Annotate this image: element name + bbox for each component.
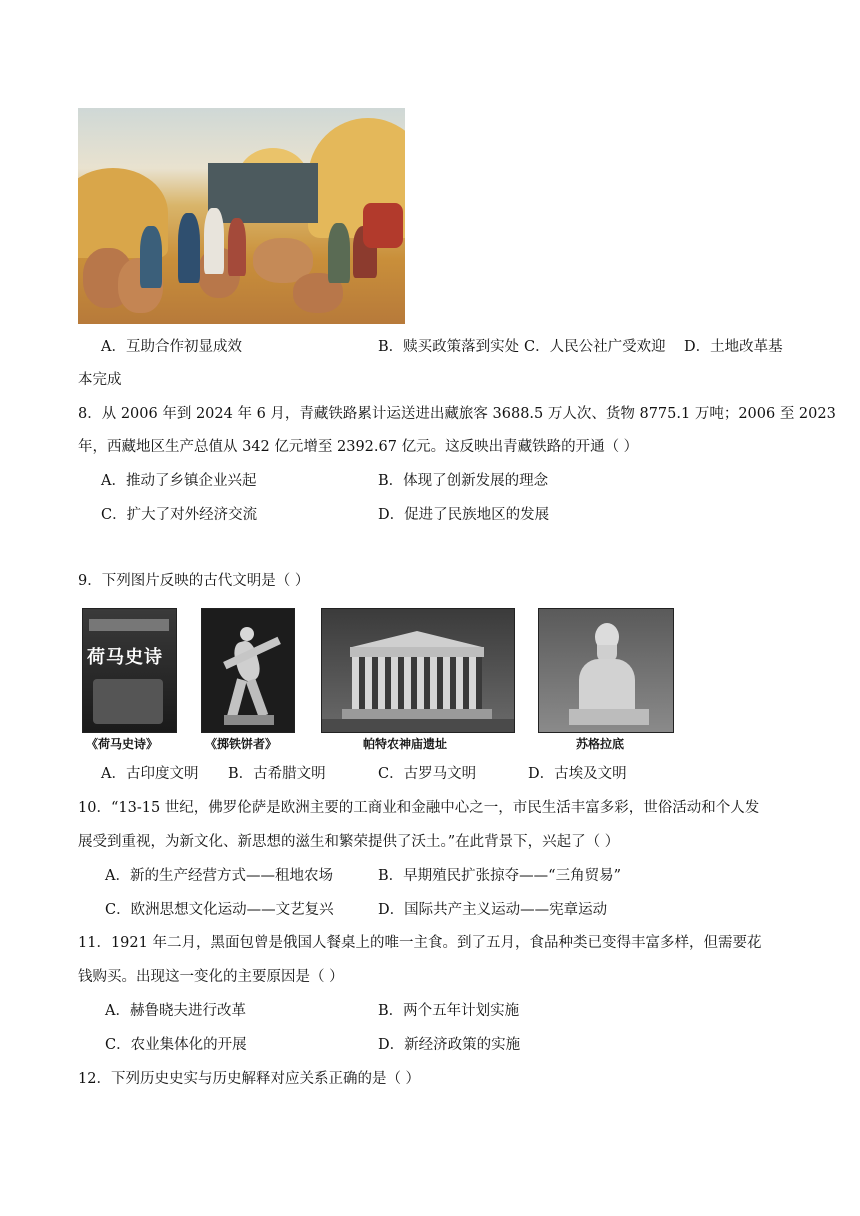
q9-option-c: C．古罗马文明	[378, 766, 477, 782]
q7-option-d-continued: 本完成	[78, 372, 122, 388]
q11-option-b: B．两个五年计划实施	[378, 1003, 520, 1019]
q10-option-b: B．早期殖民扩张掠夺——“三角贸易”	[378, 868, 621, 884]
q9-option-d: D．古埃及文明	[528, 766, 627, 782]
homer-epic-image	[82, 608, 177, 733]
q11-stem-line2: 钱购买。出现这一变化的主要原因是（ ）	[78, 969, 344, 985]
q10-option-d: D．国际共产主义运动——宪章运动	[378, 902, 608, 918]
q10-stem-line1: 10．“13-15 世纪，佛罗伦萨是欧洲主要的工商业和金融中心之一，市民生活丰富多彩，世俗活动和个人发	[78, 800, 760, 816]
q8-option-d: D．促进了民族地区的发展	[378, 507, 550, 523]
q9-option-a: A．古印度文明	[101, 766, 199, 782]
book-cover-title: 荷马史诗	[87, 647, 163, 668]
q11-stem-line1: 11．1921 年二月，黑面包曾是俄国人餐桌上的唯一主食。到了五月，食品种类已变得丰富多样，但需要花	[78, 935, 762, 951]
q10-option-a: A．新的生产经营方式——租地农场	[105, 868, 333, 884]
q7-option-b: B．赎买政策落到实处	[378, 339, 520, 355]
caption-parthenon: 帕特农神庙遗址	[363, 737, 448, 751]
q10-option-c: C．欧洲思想文化运动——文艺复兴	[105, 902, 334, 918]
caption-socrates: 苏格拉底	[576, 737, 625, 751]
q9-option-b: B．古希腊文明	[228, 766, 326, 782]
caption-homer-epic: 《荷马史诗》	[86, 737, 159, 751]
q11-option-c: C．农业集体化的开展	[105, 1037, 247, 1053]
q12-stem: 12．下列历史史实与历史解释对应关系正确的是（ ）	[78, 1071, 421, 1087]
q7-option-a: A．互助合作初显成效	[101, 339, 242, 355]
discobolus-image	[201, 608, 295, 733]
q8-option-c: C．扩大了对外经济交流	[101, 507, 258, 523]
q7-option-c: C．人民公社广受欢迎	[524, 339, 666, 355]
harvest-painting-image	[78, 108, 405, 324]
caption-discobolus: 《掷铁饼者》	[205, 737, 278, 751]
q8-stem-line1: 8．从 2006 年到 2024 年 6 月，青藏铁路累计运送进出藏旅客 3688.5 万人次、货物 8775.1 万吨；2006 至 2023	[78, 406, 836, 422]
socrates-image	[538, 608, 674, 733]
q8-option-a: A．推动了乡镇企业兴起	[101, 473, 257, 489]
q10-stem-line2: 展受到重视，为新文化、新思想的滋生和繁荣提供了沃土。”在此背景下，兴起了（ ）	[78, 834, 620, 850]
q9-stem: 9．下列图片反映的古代文明是（ ）	[78, 573, 310, 589]
q11-option-d: D．新经济政策的实施	[378, 1037, 521, 1053]
q8-stem-line2: 年，西藏地区生产总值从 342 亿元增至 2392.67 亿元。这反映出青藏铁路的开通（ ）	[78, 439, 639, 455]
q11-option-a: A．赫鲁晓夫进行改革	[105, 1003, 246, 1019]
parthenon-image	[321, 608, 515, 733]
q7-option-d: D．土地改革基	[684, 339, 783, 355]
q8-option-b: B．体现了创新发展的理念	[378, 473, 549, 489]
